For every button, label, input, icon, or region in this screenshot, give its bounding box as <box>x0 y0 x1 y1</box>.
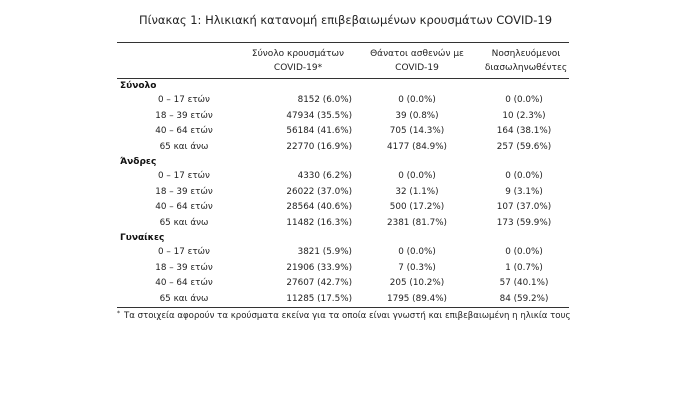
age-group: 0 – 17 ετών <box>158 171 210 181</box>
intubated-value: 257 (59.6%) <box>496 141 552 152</box>
intubated-value: 1 (0.7%) <box>505 262 543 273</box>
intubated-value: 10 (2.3%) <box>502 110 546 121</box>
intubated-value: 164 (38.1%) <box>496 126 552 137</box>
header-total-cases-line1: Σύνολο κρουσμάτων <box>251 49 345 59</box>
table-row <box>120 140 580 156</box>
section-women <box>120 232 580 307</box>
header-deaths-line1: Θάνατοι ασθενών με <box>370 49 464 59</box>
header-total-cases-line2: COVID-19* <box>273 63 323 73</box>
deaths-value: 32 (1.1%) <box>395 186 439 197</box>
section-title: Σύνολο <box>120 81 157 91</box>
header-intubated <box>478 47 574 75</box>
table-top-rule <box>117 42 569 43</box>
footnote <box>117 311 587 321</box>
footnote-text: Τα στοιχεία αφορούν τα κρούσματα εκείνα για τα οποία είναι γνωστή και επιβεβαιωμένη η ηλικία τους <box>124 311 571 321</box>
section-title: Γυναίκες <box>120 233 165 243</box>
deaths-value: 1795 (89.4%) <box>387 293 447 304</box>
section-title: Άνδρες <box>120 157 157 167</box>
intubated-value: 0 (0.0%) <box>505 171 543 181</box>
cases-value: 27607 (42.7%) <box>286 278 352 289</box>
age-group: 0 – 17 ετών <box>158 247 210 257</box>
section-total <box>120 80 580 155</box>
table-row <box>120 261 580 277</box>
deaths-value: 0 (0.0%) <box>398 247 436 257</box>
deaths-value: 7 (0.3%) <box>398 262 436 273</box>
cases-value: 3821 (5.9%) <box>297 247 352 257</box>
deaths-value: 4177 (84.9%) <box>387 141 447 152</box>
header-deaths-line2: COVID-19 <box>395 63 439 73</box>
cases-value: 26022 (37.0%) <box>286 186 352 197</box>
deaths-value: 39 (0.8%) <box>395 110 439 121</box>
age-group: 18 – 39 ετών <box>155 262 213 273</box>
cases-value: 11482 (16.3%) <box>286 217 352 228</box>
intubated-value: 107 (37.0%) <box>496 202 552 213</box>
header-intubated-line1: Νοσηλευόμενοι <box>491 49 561 59</box>
section-men <box>120 156 580 231</box>
intubated-value: 0 (0.0%) <box>505 247 543 257</box>
cases-value: 8152 (6.0%) <box>297 95 352 105</box>
age-group: 18 – 39 ετών <box>155 186 213 197</box>
table-row <box>120 124 580 140</box>
table-header-rule <box>117 78 569 79</box>
deaths-value: 0 (0.0%) <box>398 95 436 105</box>
cases-value: 47934 (35.5%) <box>286 110 352 121</box>
table-title: Πίνακας 1: Ηλικιακή κατανομή επιβεβαιωμένων κρουσμάτων COVID-19 <box>138 13 553 27</box>
header-intubated-line2: διασωληνωθέντες <box>484 63 568 73</box>
table-row <box>120 276 580 292</box>
intubated-value: 57 (40.1%) <box>499 278 549 289</box>
age-group: 18 – 39 ετών <box>155 110 213 121</box>
age-group: 40 – 64 ετών <box>155 278 213 289</box>
intubated-value: 84 (59.2%) <box>499 293 549 304</box>
age-group: 65 και άνω <box>159 141 209 152</box>
cases-value: 22770 (16.9%) <box>286 141 352 152</box>
table-row <box>120 185 580 201</box>
cases-value: 56184 (41.6%) <box>286 126 352 137</box>
deaths-value: 205 (10.2%) <box>389 278 445 289</box>
table-bottom-rule <box>117 307 569 308</box>
table-row <box>120 245 580 261</box>
table-row <box>120 93 580 109</box>
intubated-value: 173 (59.9%) <box>496 217 552 228</box>
header-total-cases <box>240 47 356 75</box>
header-deaths <box>362 47 472 75</box>
age-group: 40 – 64 ετών <box>155 126 213 137</box>
deaths-value: 2381 (81.7%) <box>387 217 447 228</box>
cases-value: 28564 (40.6%) <box>286 202 352 213</box>
table-row <box>120 292 580 308</box>
cases-value: 21906 (33.9%) <box>286 262 352 273</box>
age-group: 0 – 17 ετών <box>158 95 210 105</box>
intubated-value: 0 (0.0%) <box>505 95 543 105</box>
cases-value: 4330 (6.2%) <box>297 171 352 181</box>
table-row <box>120 200 580 216</box>
age-group: 40 – 64 ετών <box>155 202 213 213</box>
deaths-value: 705 (14.3%) <box>389 126 445 137</box>
table-row <box>120 169 580 185</box>
deaths-value: 0 (0.0%) <box>398 171 436 181</box>
table-row <box>120 109 580 125</box>
age-group: 65 και άνω <box>159 217 209 228</box>
deaths-value: 500 (17.2%) <box>389 202 445 213</box>
intubated-value: 9 (3.1%) <box>505 186 543 197</box>
age-group: 65 και άνω <box>159 293 209 304</box>
cases-value: 11285 (17.5%) <box>286 293 352 304</box>
footnote-marker: * <box>117 310 120 317</box>
table-row <box>120 216 580 232</box>
